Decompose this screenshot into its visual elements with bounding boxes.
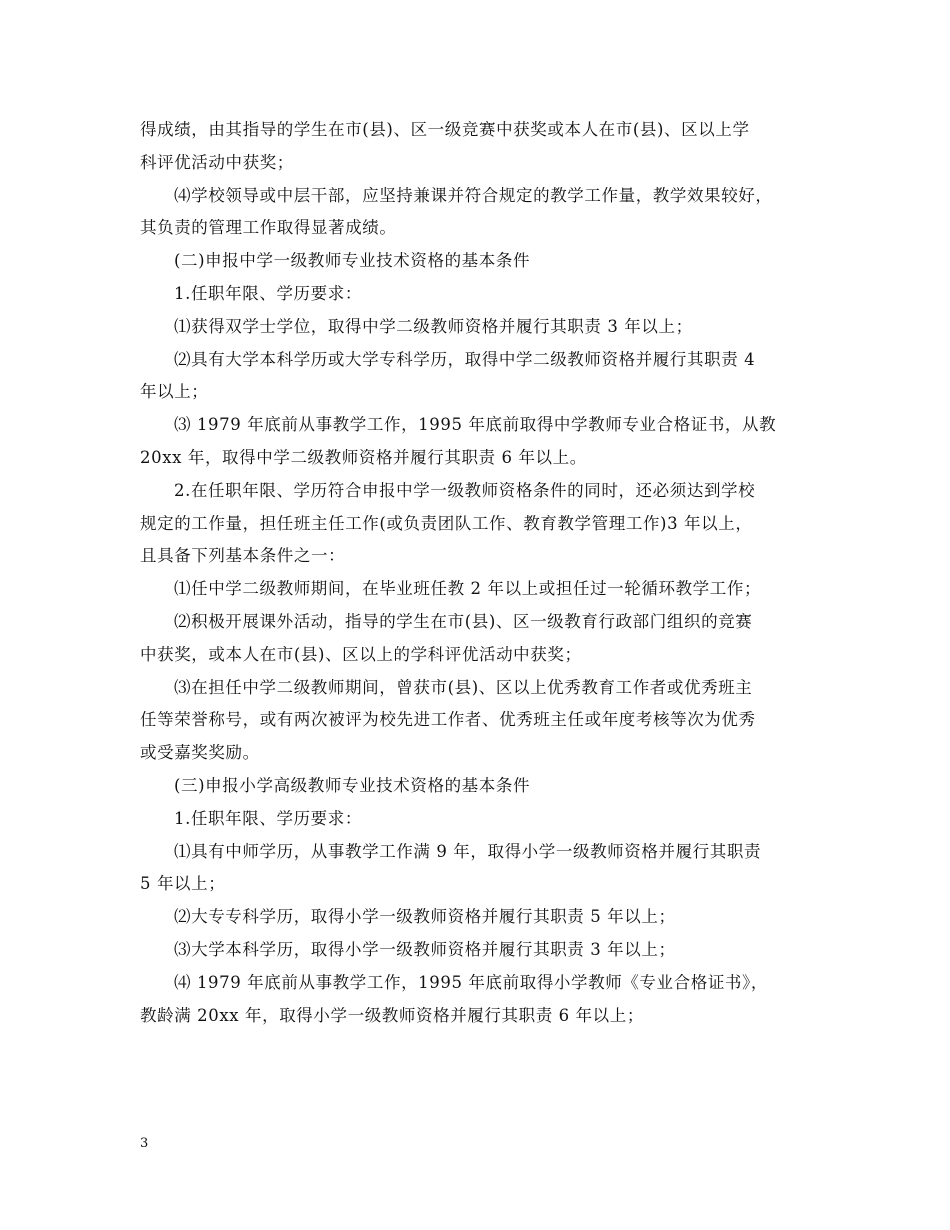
text-line: 科评优活动中获奖； xyxy=(140,152,294,172)
text-line: ⑶在担任中学二级教师期间，曾获市(县)、区以上优秀教育工作者或优秀班主 xyxy=(174,677,753,697)
text-line: ⑶大学本科学历，取得小学一级教师资格并履行其职责 3 年以上； xyxy=(174,939,676,959)
text-line: 2.在任职年限、学历符合申报中学一级教师资格条件的同时，还必须达到学校 xyxy=(174,480,756,500)
text-line: ⑵大专专科学历，取得小学一级教师资格并履行其职责 5 年以上； xyxy=(174,907,676,927)
text-line: 1.任职年限、学历要求： xyxy=(174,808,362,828)
text-line: 教龄满 20xx 年，取得小学一级教师资格并履行其职责 6 年以上； xyxy=(140,1005,644,1025)
text-line: 其负责的管理工作取得显著成绩。 xyxy=(140,218,397,238)
page-number: 3 xyxy=(140,1136,149,1151)
text-line: 1.任职年限、学历要求： xyxy=(174,283,362,303)
text-line: ⑶ 1979 年底前从事教学工作，1995 年底前取得中学教师专业合格证书，从教 xyxy=(174,415,777,435)
text-line: 规定的工作量，担任班主任工作(或负责团队工作、教育教学管理工作)3 年以上， xyxy=(140,513,753,533)
text-line: 中获奖，或本人在市(县)、区以上的学科评优活动中获奖； xyxy=(140,644,582,664)
text-line: 年以上； xyxy=(140,382,209,402)
text-line: ⑵积极开展课外活动，指导的学生在市(县)、区一级教育行政部门组织的竞赛 xyxy=(174,611,753,631)
text-line: 20xx 年，取得中学二级教师资格并履行其职责 6 年以上。 xyxy=(140,447,587,467)
text-line: ⑴具有中师学历，从事教学工作满 9 年，取得小学一级教师资格并履行其职责 xyxy=(174,841,762,861)
text-line: 或受嘉奖奖励。 xyxy=(140,743,260,763)
text-line: 得成绩，由其指导的学生在市(县)、区一级竞赛中获奖或本人在市(县)、区以上学 xyxy=(140,120,750,139)
text-line: 5 年以上； xyxy=(140,874,226,894)
text-line: ⑴获得双学士学位，取得中学二级教师资格并履行其职责 3 年以上； xyxy=(174,316,693,336)
section-heading: (三)申报小学高级教师专业技术资格的基本条件 xyxy=(174,775,531,795)
text-line: ⑷学校领导或中层干部，应坚持兼课并符合规定的教学工作量，教学效果较好， xyxy=(174,185,773,205)
text-line: ⑷ 1979 年底前从事教学工作，1995 年底前取得小学教师《专业合格证书》， xyxy=(174,972,768,992)
document-body xyxy=(140,114,820,1032)
section-heading: (二)申报中学一级教师专业技术资格的基本条件 xyxy=(174,251,531,271)
text-line: ⑴任中学二级教师期间，在毕业班任教 2 年以上或担任过一轮循环教学工作； xyxy=(174,579,762,599)
text-line: ⑵具有大学本科学历或大学专科学历，取得中学二级教师资格并履行其职责 4 xyxy=(174,349,756,369)
text-line: 任等荣誉称号，或有两次被评为校先进工作者、优秀班主任或年度考核等次为优秀 xyxy=(140,710,756,730)
text-line: 且具备下列基本条件之一： xyxy=(140,546,346,566)
